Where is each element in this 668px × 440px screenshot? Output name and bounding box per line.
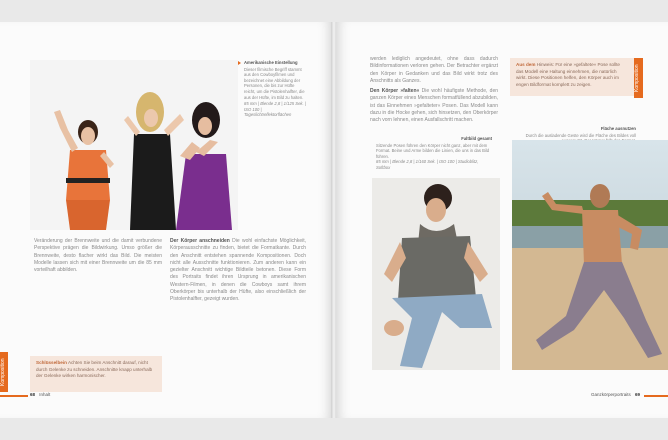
left-body-text-1: Veränderung der Brennweite und die damit verbundene Perspektive prägen die Bildwirkung. Umso größer die Brennweite, desto flacher wirkt das Bild. Die meisten Modelle lassen sich mit einer Brennweite um die 85 mm vorteilhaft abbilden. <box>34 238 162 274</box>
section-tab-left <box>0 352 8 392</box>
caption-mid-text: Sitzende Posen führen den Körper nicht ganz, aber mit dem Format. Beine und Arme bilden die Linien, die uns in das Bild führen. <box>376 142 490 159</box>
hint-text: Hinweis: Für eine »gefaltete« Pose sollte das Modell eine Haltung einnehmen, die natürlich wirkt. Diese Positionen helfen, den Körper auch im engen Bildformat komplett zu zeigen. <box>516 62 620 87</box>
caption-amerikanische-einstellung <box>244 60 306 118</box>
section-tab-label-right: Komposition <box>634 64 640 92</box>
footer-line-left <box>0 395 28 397</box>
running-head: Inhalt <box>39 392 51 397</box>
caption-right-text: Durch die ausladende Geste wird die Fläche des Bildes voll <box>525 132 636 138</box>
left-body-column-2 <box>170 238 306 388</box>
page-number-right: 69 <box>634 392 640 397</box>
caption-arrow-icon <box>238 61 241 65</box>
page-number: 68 <box>30 392 36 397</box>
right-body-heading: Den Körper »falten« <box>370 88 420 94</box>
note-text: Achten Sie beim Anschnitt darauf, nicht durch Gelenke zu schneiden. Anschnitte knapp unterhalb der Gelenke wirken harmonischer. <box>36 360 153 378</box>
photo-standing-man <box>512 140 668 370</box>
right-body-mid <box>370 88 498 132</box>
section-tab-right <box>634 58 643 98</box>
photo-sitting-man <box>372 178 500 370</box>
right-body-text-top: werden lediglich angedeutet, ohne dass dadurch Bildinformationen verloren gehen. Der Betrachter ergänzt den Körper in Gedanken und das Bild wirkt trotz des Anschnitts als Ganzes. <box>370 56 498 84</box>
note-title: Schlüsselbein <box>36 360 67 365</box>
three-women-illustration <box>30 60 238 230</box>
right-folio <box>591 392 640 397</box>
footer-line-right <box>644 395 668 397</box>
standing-man-illustration <box>512 140 668 370</box>
sitting-man-illustration <box>372 178 500 370</box>
right-body-top <box>370 56 498 86</box>
caption-meta: 85 mm | Blende 2,8 | 1/125 Sek. | ISO 100 | Tageslichtreflektorflächen <box>244 101 306 118</box>
section-tab-label: Komposition <box>0 358 6 386</box>
caption-title: Amerikanische Einstellung <box>244 60 298 65</box>
hint-label: Aus dem <box>516 62 536 67</box>
book-spread <box>0 22 668 418</box>
left-folio <box>30 392 50 397</box>
running-head-right: Ganzkörperportraits <box>590 392 631 397</box>
left-body-column-1 <box>34 238 162 354</box>
caption-faltbild <box>376 136 492 171</box>
note-box <box>30 356 162 392</box>
photo-three-women <box>30 60 238 230</box>
right-page <box>336 22 668 418</box>
caption-mid-meta: 85 mm | Blende 2,8 | 1/160 Sek. | ISO 100 | Studioblitz, Softbox <box>376 159 479 170</box>
left-body-heading: Der Körper anschneiden <box>170 238 230 244</box>
caption-mid-title: Faltbild gesamt <box>461 136 492 141</box>
caption-text: Dieser filmische Begriff stammt aus den Cowboyfilmen und bezeichnet eine Abbildung der Personen, die bis zur Hüfte reicht, um die Pistolenhalfter, die aus der Hüfte, im Bild zu halten. <box>244 66 305 100</box>
right-body-text-mid: Die wohl häufigste Methode, den ganzen Körper eines Menschen formatfüllend abzubilden, ist das Einnehmen »gefalteter« Posen. Das Modell kann dazu in die Hocke gehen, sich hinsetzen, den Oberkörper nach vorn lehnen, einen Ausfallschritt machen. <box>370 88 498 124</box>
caption-right-title: Fläche ausnutzen <box>600 126 636 131</box>
left-page <box>0 22 332 418</box>
hint-box <box>510 58 634 96</box>
left-body-text-2: Die wohl einfachste Möglichkeit, Körperausschnitte zu finden, bietet die Formatkante. Durch den Anschnitt entstehen spannende Kompositionen. Doch nicht alle Ausschnitte funktionieren. Zum anderen kann ein gezielter Anschnitt wichtige Bildteile betonen. Diese Form des Portraits findet ihren Ursprung in amerikanischen Western-Filmen, in denen die Cowboys samt ihrem Oberkörper bis unterhalb der Hüfte, also einschließlich der Pistolenhalfter, gezeigt wurden. <box>170 238 306 303</box>
